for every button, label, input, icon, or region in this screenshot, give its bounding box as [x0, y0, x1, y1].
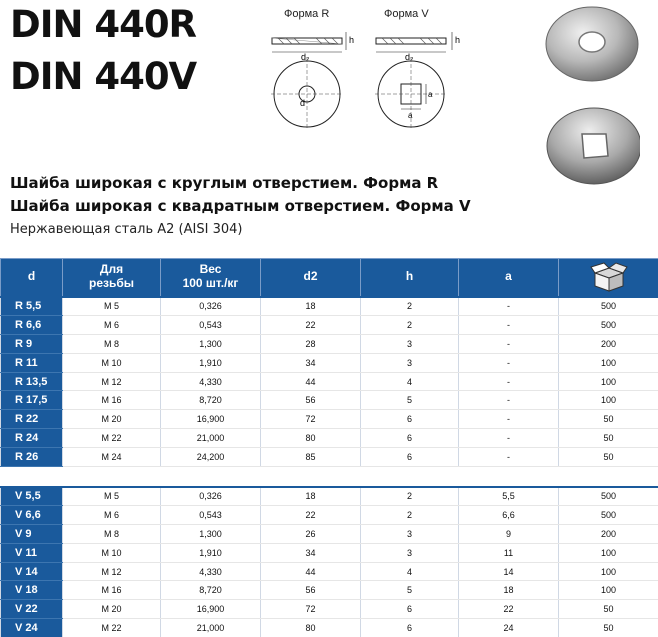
cell-a: -: [459, 391, 559, 410]
cell-d: R 9: [1, 334, 63, 353]
cell-thread: M 20: [63, 410, 161, 429]
cell-pack: 50: [559, 429, 658, 448]
cell-a: 24: [459, 619, 559, 637]
header-thread-line2: резьбы: [88, 276, 134, 291]
cell-thread: M 12: [63, 562, 161, 581]
cell-d: V 22: [1, 600, 63, 619]
washer-round-photo: [540, 4, 640, 109]
cell-thread: M 6: [63, 315, 161, 334]
cell-h: 2: [361, 487, 459, 506]
cell-d: R 11: [1, 353, 63, 372]
table-row: [1, 353, 658, 372]
cell-d: V 5,5: [1, 487, 63, 506]
cell-a: 5,5: [459, 487, 559, 506]
product-title-v: DIN 440V: [10, 55, 197, 98]
cell-d2: 80: [261, 619, 361, 637]
cell-h: 6: [361, 619, 459, 637]
cell-d2: 85: [261, 448, 361, 467]
description-form-r: Шайба широкая с круглым отверстием. Форма R: [10, 174, 439, 192]
cell-h: 4: [361, 372, 459, 391]
header-h: h: [361, 259, 459, 297]
cell-h: 3: [361, 524, 459, 543]
cell-h: 2: [361, 297, 459, 316]
cell-pack: 500: [559, 487, 658, 506]
cell-d: R 13,5: [1, 372, 63, 391]
cell-d: R 22: [1, 410, 63, 429]
cell-a: 14: [459, 562, 559, 581]
cell-thread: M 10: [63, 353, 161, 372]
cell-d2: 26: [261, 524, 361, 543]
cell-d2: 44: [261, 372, 361, 391]
cell-a: 9: [459, 524, 559, 543]
cell-d: V 11: [1, 543, 63, 562]
cell-pack: 500: [559, 315, 658, 334]
cell-d: V 9: [1, 524, 63, 543]
table-row: [1, 410, 658, 429]
cell-d2: 72: [261, 410, 361, 429]
cell-pack: 100: [559, 562, 658, 581]
cell-thread: M 10: [63, 543, 161, 562]
cell-pack: 100: [559, 543, 658, 562]
dim-d-r: d: [300, 98, 306, 108]
cell-d2: 44: [261, 562, 361, 581]
cell-pack: 100: [559, 353, 658, 372]
cell-pack: 50: [559, 448, 658, 467]
material-note: Нержавеющая сталь A2 (AISI 304): [10, 222, 243, 237]
dim-a-side: a: [428, 90, 433, 99]
header-d: d: [1, 259, 63, 297]
cell-d: R 24: [1, 429, 63, 448]
cell-weight: 1,300: [161, 334, 261, 353]
cell-thread: M 8: [63, 524, 161, 543]
cell-d: R 26: [1, 448, 63, 467]
header-a: a: [459, 259, 559, 297]
cell-d2: 56: [261, 581, 361, 600]
table-row: [1, 562, 658, 581]
cell-h: 5: [361, 581, 459, 600]
cell-a: -: [459, 353, 559, 372]
cell-pack: 50: [559, 600, 658, 619]
cell-h: 2: [361, 315, 459, 334]
cell-weight: 4,330: [161, 562, 261, 581]
header-weight: [161, 259, 261, 297]
cell-a: -: [459, 297, 559, 316]
cell-weight: 0,326: [161, 297, 261, 316]
cell-h: 2: [361, 505, 459, 524]
cell-a: -: [459, 315, 559, 334]
cell-weight: 16,900: [161, 600, 261, 619]
table-row: [1, 429, 658, 448]
cell-d: R 17,5: [1, 391, 63, 410]
cell-h: 6: [361, 600, 459, 619]
cell-pack: 200: [559, 334, 658, 353]
cell-weight: 21,000: [161, 619, 261, 637]
cell-d: V 14: [1, 562, 63, 581]
cell-pack: 500: [559, 505, 658, 524]
cell-weight: 1,910: [161, 543, 261, 562]
cell-a: -: [459, 448, 559, 467]
drawing-form-v: [370, 8, 468, 141]
washer-round-hole-diagram: [264, 8, 360, 136]
cell-d: V 18: [1, 581, 63, 600]
cell-a: 22: [459, 600, 559, 619]
cell-h: 3: [361, 334, 459, 353]
cell-thread: M 5: [63, 297, 161, 316]
table-row: [1, 524, 658, 543]
washer-square-photo: [540, 106, 640, 211]
header-weight-line1: Вес: [199, 262, 222, 277]
cell-d2: 18: [261, 487, 361, 506]
cell-h: 4: [361, 562, 459, 581]
cell-d2: 22: [261, 315, 361, 334]
cell-weight: 0,543: [161, 315, 261, 334]
cell-pack: 200: [559, 524, 658, 543]
cell-pack: 500: [559, 297, 658, 316]
dim-h-v: h: [455, 35, 461, 45]
table-row: [1, 543, 658, 562]
dim-d2-v: d₂: [405, 52, 414, 62]
header-thread-line1: Для: [99, 262, 124, 277]
cell-a: -: [459, 410, 559, 429]
table-row: [1, 315, 658, 334]
cell-h: 6: [361, 448, 459, 467]
cell-a: 11: [459, 543, 559, 562]
cell-pack: 100: [559, 391, 658, 410]
cell-thread: M 6: [63, 505, 161, 524]
cell-d2: 34: [261, 353, 361, 372]
cell-thread: M 16: [63, 391, 161, 410]
table-row: [1, 448, 658, 467]
cell-a: -: [459, 429, 559, 448]
form-v-label: Форма V: [384, 8, 429, 20]
table-row: [1, 372, 658, 391]
cell-weight: 4,330: [161, 372, 261, 391]
cell-weight: 0,326: [161, 487, 261, 506]
cell-d: V 24: [1, 619, 63, 637]
table-row: [1, 600, 658, 619]
cell-weight: 1,300: [161, 524, 261, 543]
table-row: [1, 619, 658, 637]
dim-a-bottom: a: [408, 111, 413, 120]
cell-h: 3: [361, 353, 459, 372]
cell-d: R 6,6: [1, 315, 63, 334]
table-row: [1, 391, 658, 410]
cell-h: 3: [361, 543, 459, 562]
table-row: [1, 505, 658, 524]
cell-thread: M 22: [63, 619, 161, 637]
table-row: [1, 334, 658, 353]
cell-thread: M 24: [63, 448, 161, 467]
cell-d2: 18: [261, 297, 361, 316]
cell-h: 5: [361, 391, 459, 410]
spec-table: [0, 258, 658, 637]
header-thread: [63, 259, 161, 297]
cell-pack: 50: [559, 619, 658, 637]
cell-pack: 100: [559, 372, 658, 391]
header-pack: [559, 259, 658, 297]
washer-square-hole-diagram: [370, 8, 468, 136]
box-icon: [589, 262, 629, 292]
cell-a: -: [459, 334, 559, 353]
description-form-v: Шайба широкая с квадратным отверстием. Форма V: [10, 197, 471, 215]
cell-weight: 16,900: [161, 410, 261, 429]
cell-weight: 0,543: [161, 505, 261, 524]
table-header-row: [1, 259, 658, 297]
form-r-label: Форма R: [284, 8, 330, 20]
cell-weight: 24,200: [161, 448, 261, 467]
table-body: [1, 297, 658, 637]
cell-pack: 100: [559, 581, 658, 600]
group-separator: [1, 467, 658, 487]
cell-d2: 56: [261, 391, 361, 410]
cell-h: 6: [361, 410, 459, 429]
table-row: [1, 487, 658, 506]
cell-pack: 50: [559, 410, 658, 429]
cell-thread: M 16: [63, 581, 161, 600]
cell-d2: 28: [261, 334, 361, 353]
dim-d2-r: d₂: [301, 52, 310, 62]
drawing-form-r: [264, 8, 360, 141]
dim-h-r: h: [349, 35, 355, 45]
cell-weight: 21,000: [161, 429, 261, 448]
cell-h: 6: [361, 429, 459, 448]
cell-weight: 8,720: [161, 581, 261, 600]
cell-d2: 34: [261, 543, 361, 562]
cell-thread: M 5: [63, 487, 161, 506]
cell-thread: M 8: [63, 334, 161, 353]
cell-d: R 5,5: [1, 297, 63, 316]
cell-weight: 1,910: [161, 353, 261, 372]
cell-a: 6,6: [459, 505, 559, 524]
table-row: [1, 297, 658, 316]
product-title-r: DIN 440R: [10, 3, 197, 46]
cell-d2: 72: [261, 600, 361, 619]
cell-d2: 22: [261, 505, 361, 524]
header-weight-line2: 100 шт./кг: [182, 276, 239, 291]
cell-thread: M 20: [63, 600, 161, 619]
header-d2: d2: [261, 259, 361, 297]
cell-thread: M 12: [63, 372, 161, 391]
table-row: [1, 581, 658, 600]
cell-a: 18: [459, 581, 559, 600]
cell-a: -: [459, 372, 559, 391]
cell-d2: 80: [261, 429, 361, 448]
cell-thread: M 22: [63, 429, 161, 448]
cell-weight: 8,720: [161, 391, 261, 410]
cell-d: V 6,6: [1, 505, 63, 524]
